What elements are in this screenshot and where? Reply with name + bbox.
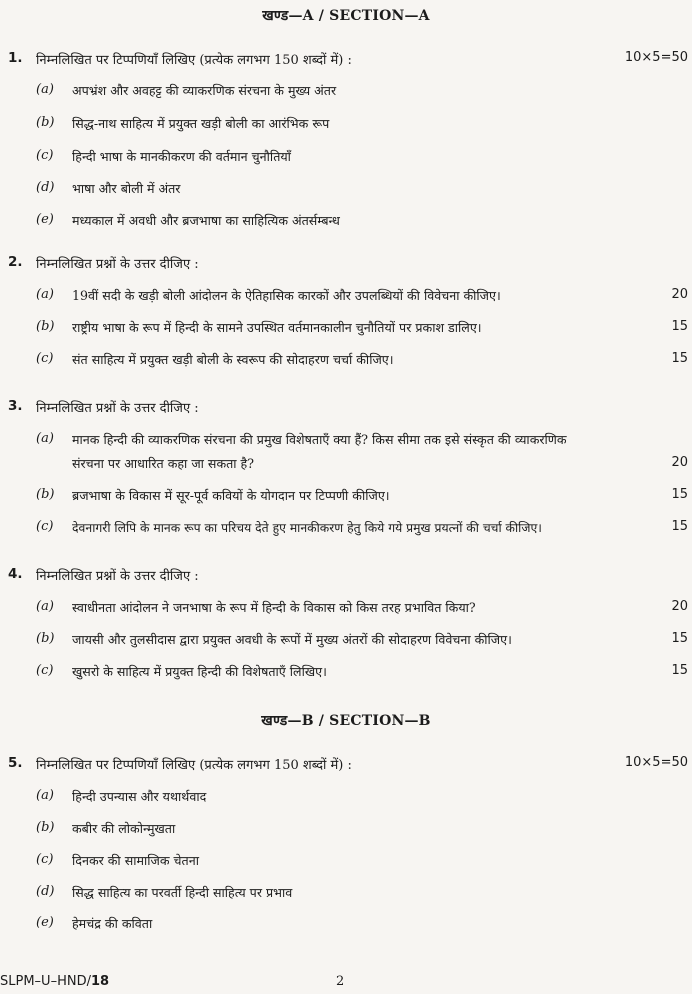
section-a-title: खण्ड—A / SECTION—A [262,8,430,24]
part-text: राष्ट्रीय भाषा के रूप में हिन्दी के सामने उपस्थित वर्तमानकालीन चुनौतियों पर प्रकाश डालिए। [72,320,482,335]
part-marks: 15 [671,351,688,366]
part-text: सिद्ध साहित्य का परवर्ती हिन्दी साहित्य पर प्रभाव [72,885,293,900]
paper-code [0,974,109,989]
question-number: 2. [8,254,23,270]
part-marks: 20 [671,599,688,614]
question-number: 3. [8,398,23,414]
part-marks: 15 [671,487,688,502]
part-label: (c) [36,351,54,366]
part-text: जायसी और तुलसीदास द्वारा प्रयुक्त अवधी के रूपों में मुख्य अंतरों की सोदाहरण विवेचना कीजिए। [72,632,512,647]
part-label: (e) [36,915,54,930]
section-a-heading [0,6,692,25]
question-text: निम्नलिखित प्रश्नों के उत्तर दीजिए : [36,569,199,584]
question-number: 1. [8,50,23,66]
part-label: (a) [36,82,54,97]
section-b-title: खण्ड—B / SECTION—B [261,713,431,729]
page-number: 2 [336,974,345,989]
part-label: (a) [36,287,54,302]
paper-code-prefix: SLPM–U–HND/ [0,974,91,989]
part-label: (b) [36,631,55,646]
part-marks: 15 [671,319,688,334]
part-label: (b) [36,487,55,502]
part-label: (b) [36,820,55,835]
part-text: ब्रजभाषा के विकास में सूर-पूर्व कवियों के योगदान पर टिप्पणी कीजिए। [72,488,390,503]
question-text: निम्नलिखित पर टिप्पणियाँ लिखिए (प्रत्येक लगभग 150 शब्दों में) : [36,53,352,68]
part-text: हेमचंद्र की कविता [72,916,153,931]
part-text-continued: संरचना पर आधारित कहा जा सकता है? [72,456,254,471]
part-label: (d) [36,180,55,195]
part-text: मध्यकाल में अवधी और ब्रजभाषा का साहित्यिक अंतर्सम्बन्ध [72,213,340,228]
part-marks: 15 [671,663,688,678]
paper-code-suffix: 18 [90,974,110,989]
part-text: हिन्दी भाषा के मानकीकरण की वर्तमान चुनौतियाँ [72,149,291,164]
section-b-heading [0,711,692,730]
part-label: (a) [36,431,54,446]
part-label: (b) [36,115,55,130]
question-number: 4. [8,566,23,582]
question-text: निम्नलिखित प्रश्नों के उत्तर दीजिए : [36,401,199,416]
part-label: (a) [36,788,54,803]
part-text: देवनागरी लिपि के मानक रूप का परिचय देते हुए मानकीकरण हेतु किये गये प्रमुख प्रयत्नों की चर्चा कीजिए। [72,521,542,535]
part-text: कबीर की लोकोन्मुखता [72,821,176,836]
part-text: सिद्ध-नाथ साहित्य में प्रयुक्त खड़ी बोली का आरंभिक रूप [72,116,330,131]
question-text: निम्नलिखित पर टिप्पणियाँ लिखिए (प्रत्येक लगभग 150 शब्दों में) : [36,758,352,773]
part-label: (b) [36,319,55,334]
part-label: (a) [36,599,54,614]
part-text: संत साहित्य में प्रयुक्त खड़ी बोली के स्वरूप की सोदाहरण चर्चा कीजिए। [72,352,394,367]
part-label: (e) [36,212,54,227]
part-text: अपभ्रंश और अवहट्ट की व्याकरणिक संरचना के मुख्य अंतर [72,83,337,98]
part-marks: 20 [671,455,688,470]
part-marks: 15 [671,519,688,534]
part-text: भाषा और बोली में अंतर [72,181,181,196]
part-text: हिन्दी उपन्यास और यथार्थवाद [72,789,207,804]
part-text: मानक हिन्दी की व्याकरणिक संरचना की प्रमुख विशेषताएँ क्या हैं? किस सीमा तक इसे संस्कृत की व्याकरणिक [72,432,567,447]
question-marks: 10×5=50 [624,755,688,770]
part-text: स्वाधीनता आंदोलन ने जनभाषा के रूप में हिन्दी के विकास को किस तरह प्रभावित किया? [72,600,476,615]
part-label: (c) [36,663,54,678]
part-text: 19वीं सदी के खड़ी बोली आंदोलन के ऐतिहासिक कारकों और उपलब्धियों की विवेचना कीजिए। [72,288,501,303]
question-text: निम्नलिखित प्रश्नों के उत्तर दीजिए : [36,257,199,272]
part-text: दिनकर की सामाजिक चेतना [72,853,199,868]
part-text: खुसरो के साहित्य में प्रयुक्त हिन्दी की विशेषताएँ लिखिए। [72,664,327,679]
part-label: (d) [36,884,55,899]
part-label: (c) [36,148,54,163]
part-label: (c) [36,519,54,534]
question-marks: 10×5=50 [624,50,688,65]
question-number: 5. [8,755,23,771]
part-marks: 15 [671,631,688,646]
part-label: (c) [36,852,54,867]
part-marks: 20 [671,287,688,302]
